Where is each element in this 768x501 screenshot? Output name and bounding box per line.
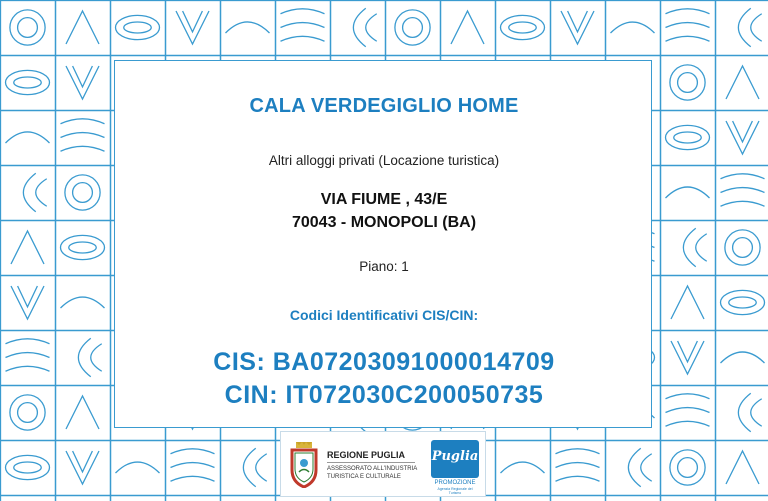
- property-category: Altri alloggi privati (Locazione turistica): [268, 153, 500, 168]
- cin-code: CIN: IT072030C200050735: [224, 381, 544, 409]
- promozione-subtitle: Agenzia Regionale del Turismo: [437, 487, 473, 495]
- region-divider: [327, 462, 415, 463]
- regione-crest-icon: [289, 442, 319, 488]
- footer-logos: [280, 431, 486, 497]
- address-street: VIA FIUME , 43/E: [320, 191, 448, 208]
- info-panel: [114, 60, 652, 428]
- promozione-label: PROMOZIONE: [434, 480, 476, 486]
- cis-code: CIS: BA07203091000014709: [213, 348, 555, 376]
- puglia-promozione-logo-icon: [431, 440, 479, 495]
- property-name: CALA VERDEGIGLIO HOME: [249, 95, 519, 117]
- region-department-line1: ASSESSORATO ALL'INDUSTRIA: [327, 466, 418, 472]
- address-city: 70043 - MONOPOLI (BA): [291, 214, 477, 231]
- puglia-wordmark: Puglia: [431, 449, 479, 464]
- region-department-line2: TURISTICA E CULTURALE: [327, 474, 401, 480]
- floor-number: Piano: 1: [359, 259, 409, 274]
- codes-heading: Codici Identificativi CIS/CIN:: [289, 307, 479, 323]
- region-name: REGIONE PUGLIA: [327, 450, 406, 460]
